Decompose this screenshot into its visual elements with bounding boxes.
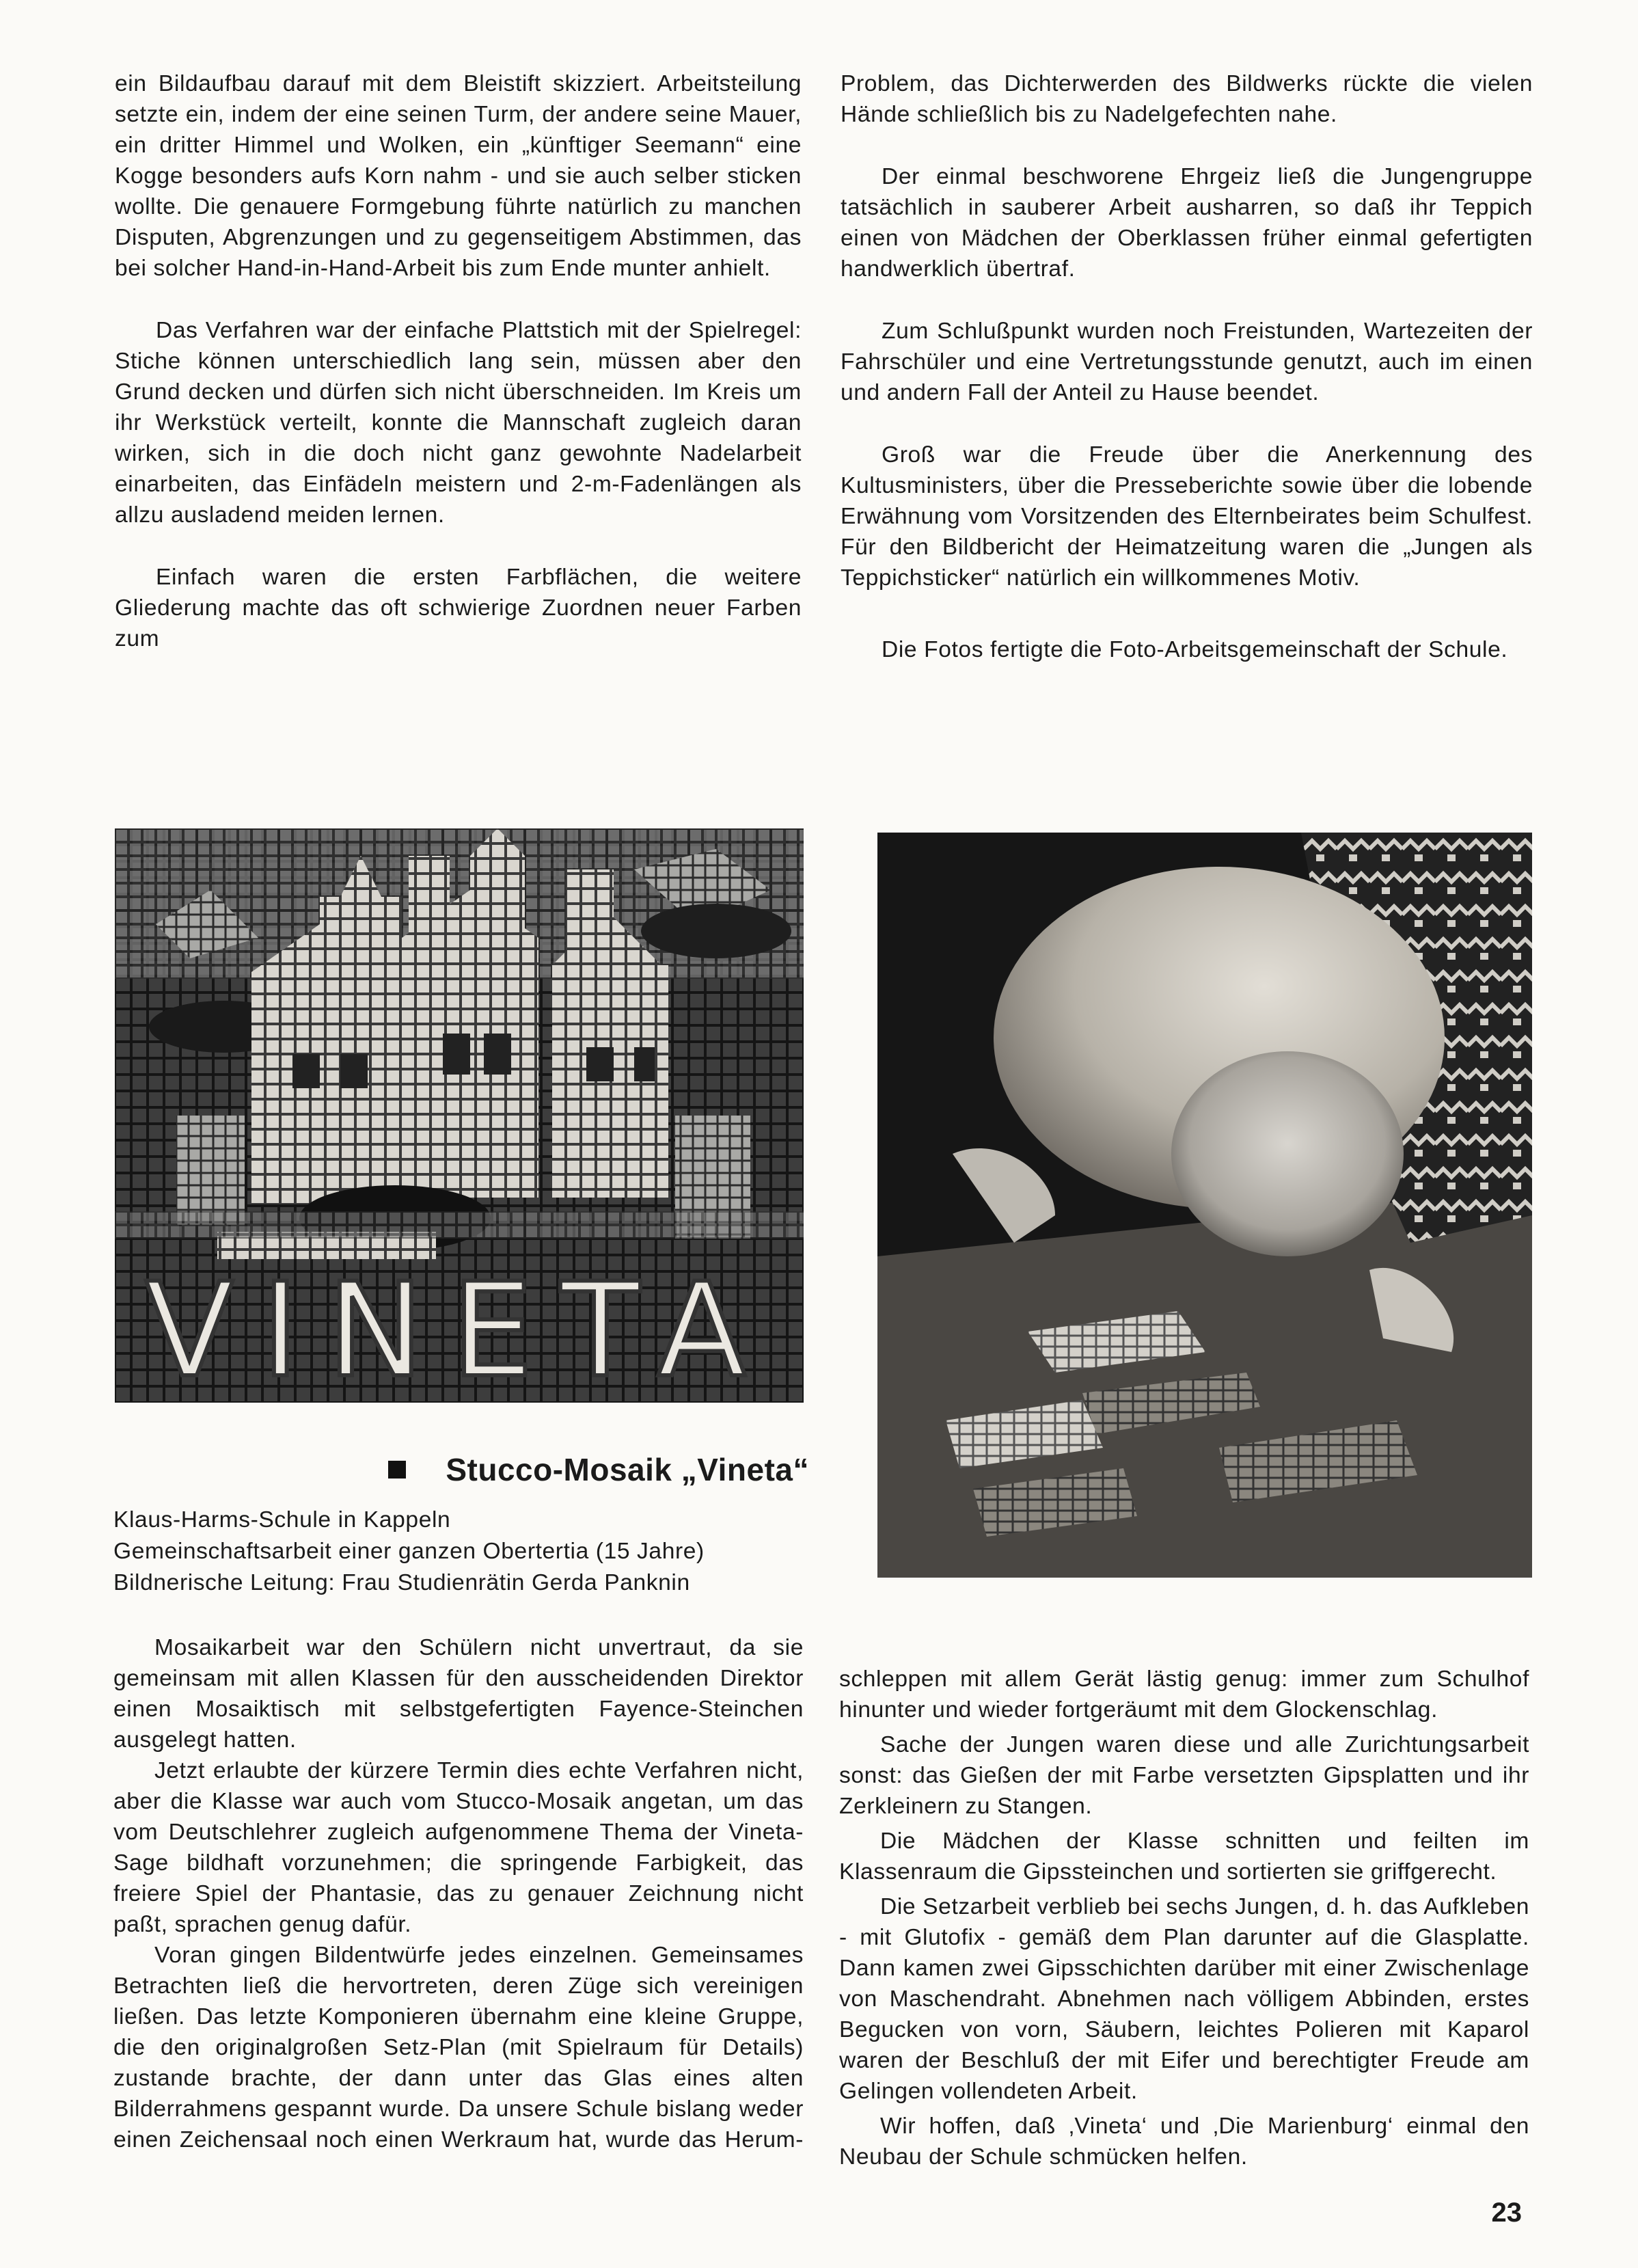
paragraph: Die Mädchen der Klasse schnitten und feilten im Klassenraum die Gipssteinchen und sortierten sie griffgerecht. [839, 1828, 1529, 1885]
paragraph: Die Fotos fertigte die Foto-Arbeitsgemeinschaft der Schule. [882, 637, 1508, 662]
bottom-right-column [839, 1664, 1529, 2172]
mosaic-vineta-text: VINETA [145, 1255, 774, 1403]
caption-title [338, 1449, 809, 1490]
paragraph: Einfach waren die ersten Farbflächen, die weitere Gliederung machte das oft schwierige Zuordnen neuer Farben zum [115, 565, 802, 651]
paragraph: Problem, das Dichterwerden des Bildwerks rückte die vielen Hände schließlich bis zu Nadelgefechten nahe. [841, 71, 1533, 127]
paragraph: Jetzt erlaubte der kürzere Termin dies echte Verfahren nicht, aber die Klasse war auch vom Stucco-Mosaik angetan, um das vom Deutschlehrer zugleich aufgenommene Thema der Vineta-Sage bildhaft vorzunehmen; die springende Farbigkeit, das freiere Spiel der Phantasie, das zu genauer Zeichnung nicht paßt, sprachen genug dafür. [113, 1758, 804, 1937]
paragraph: Die Setzarbeit verblieb bei sechs Jungen, d. h. das Aufkleben - mit Glutofix - gemäß dem Plan darunter auf die Glasplatte. Dann kamen zwei Gipsschichten darüber mit einer Zwischenlage von Maschendraht. Abnehmen nach völligem Abbinden, erstes Begucken von vorn, Säubern, leichtes Polieren mit Kaparol waren der Beschluß der mit Eifer und berechtigter Freude am Gelingen vollendeten Arbeit. [839, 1894, 1529, 2104]
paragraph: Wir hoffen, daß ‚Vineta‘ und ‚Die Marienburg‘ einmal den Neubau der Schule schmücken helfen. [839, 2114, 1529, 2170]
credit-class: Gemeinschaftsarbeit einer ganzen Obertertia (15 Jahre) [113, 1539, 705, 1564]
credit-leader: Bildnerische Leitung: Frau Studienrätin Gerda Panknin [113, 1570, 690, 1595]
paragraph: Der einmal beschworene Ehrgeiz ließ die Jungengruppe tatsächlich in sauberer Arbeit ausharren, so daß ihr Teppich einen von Mädchen der Oberklassen früher einmal gefertigten handwerklich übertraf. [841, 164, 1533, 282]
paragraph: schleppen mit allem Gerät lästig genug: immer zum Schulhof hinunter und wieder fortgeräumt mit dem Glockenschlag. [839, 1666, 1529, 1723]
bottom-left-column [113, 1632, 804, 2155]
top-right-column [841, 68, 1533, 665]
boy-working-photo [877, 833, 1532, 1578]
top-left-column [115, 68, 802, 654]
mosaic-illustration [115, 828, 804, 1403]
paragraph: Sache der Jungen waren diese und alle Zurichtungsarbeit sonst: das Gießen der mit Farbe versetzten Gipsplatten und ihr Zerkleinern zu Stangen. [839, 1732, 1529, 1819]
page-number: 23 [1491, 2198, 1522, 2228]
vineta-mosaic-photo [115, 828, 804, 1403]
caption-credits [113, 1504, 705, 1599]
boy-mosaic-illustration [877, 833, 1532, 1578]
caption-title-text: Stucco-Mosaik „Vineta“ [446, 1452, 809, 1487]
bullet-square-icon [388, 1461, 406, 1479]
paragraph: Mosaikarbeit war den Schülern nicht unvertraut, da sie gemeinsam mit allen Klassen für den ausscheidenden Direktor einen Mosaiktisch mit selbstgefertigten Fayence-Steinchen ausgelegt hatten. [113, 1635, 804, 1753]
paragraph: ein Bildaufbau darauf mit dem Bleistift skizziert. Arbeitsteilung setzte ein, indem der eine seinen Turm, der andere seine Mauer, ein dritter Himmel und Wolken, ein „künftiger Seemann“ eine Kogge besonders aufs Korn nahm - und sie auch selber sticken wollte. Die genauere Formgebung führte natürlich zu manchen Disputen, Abgrenzungen und zu gegenseitigem Abstimmen, das bei solcher Hand-in-Hand-Arbeit bis zum Ende munter anhielt. [115, 71, 802, 281]
paragraph: Groß war die Freude über die Anerkennung des Kultusministers, über die Presseberichte sowie über die lobende Erwähnung vom Vorsitzenden des Elternbeirates beim Schulfest. Für den Bildbericht der Heimatzeitung waren die „Jungen als Teppichsticker“ natürlich ein willkommenes Motiv. [841, 442, 1533, 591]
paragraph: Zum Schlußpunkt wurden noch Freistunden, Wartezeiten der Fahrschüler und eine Vertretungsstunde genutzt, auch im einen und andern Fall der Anteil zu Hause beendet. [841, 319, 1533, 405]
credit-school: Klaus-Harms-Schule in Kappeln [113, 1507, 451, 1533]
paragraph: Das Verfahren war der einfache Plattstich mit der Spielregel: Stiche können unterschiedlich lang sein, müssen aber den Grund decken und dürfen sich nicht überschneiden. Im Kreis um ihr Werkstück verteilt, konnte die Mannschaft zugleich daran wirken, sich in die doch nicht ganz gewohnte Nadelarbeit einarbeiten, das Einfädeln meistern und 2-m-Fadenlängen als allzu ausladend meiden lernen. [115, 318, 802, 528]
paragraph: Voran gingen Bildentwürfe jedes einzelnen. Gemeinsames Betrachten ließ die hervortreten, deren Züge sich vereinigen ließen. Das letzte Komponieren übernahm eine kleine Gruppe, die den originalgroßen Setz-Plan (mit Spielraum für Details) zustande brachte, der dann unter das Glas eines alten Bilderrahmens gespannt wurde. Da unsere Schule bislang weder einen Zeichensaal noch einen Werkraum hat, wurde das Herum- [113, 1943, 804, 2152]
